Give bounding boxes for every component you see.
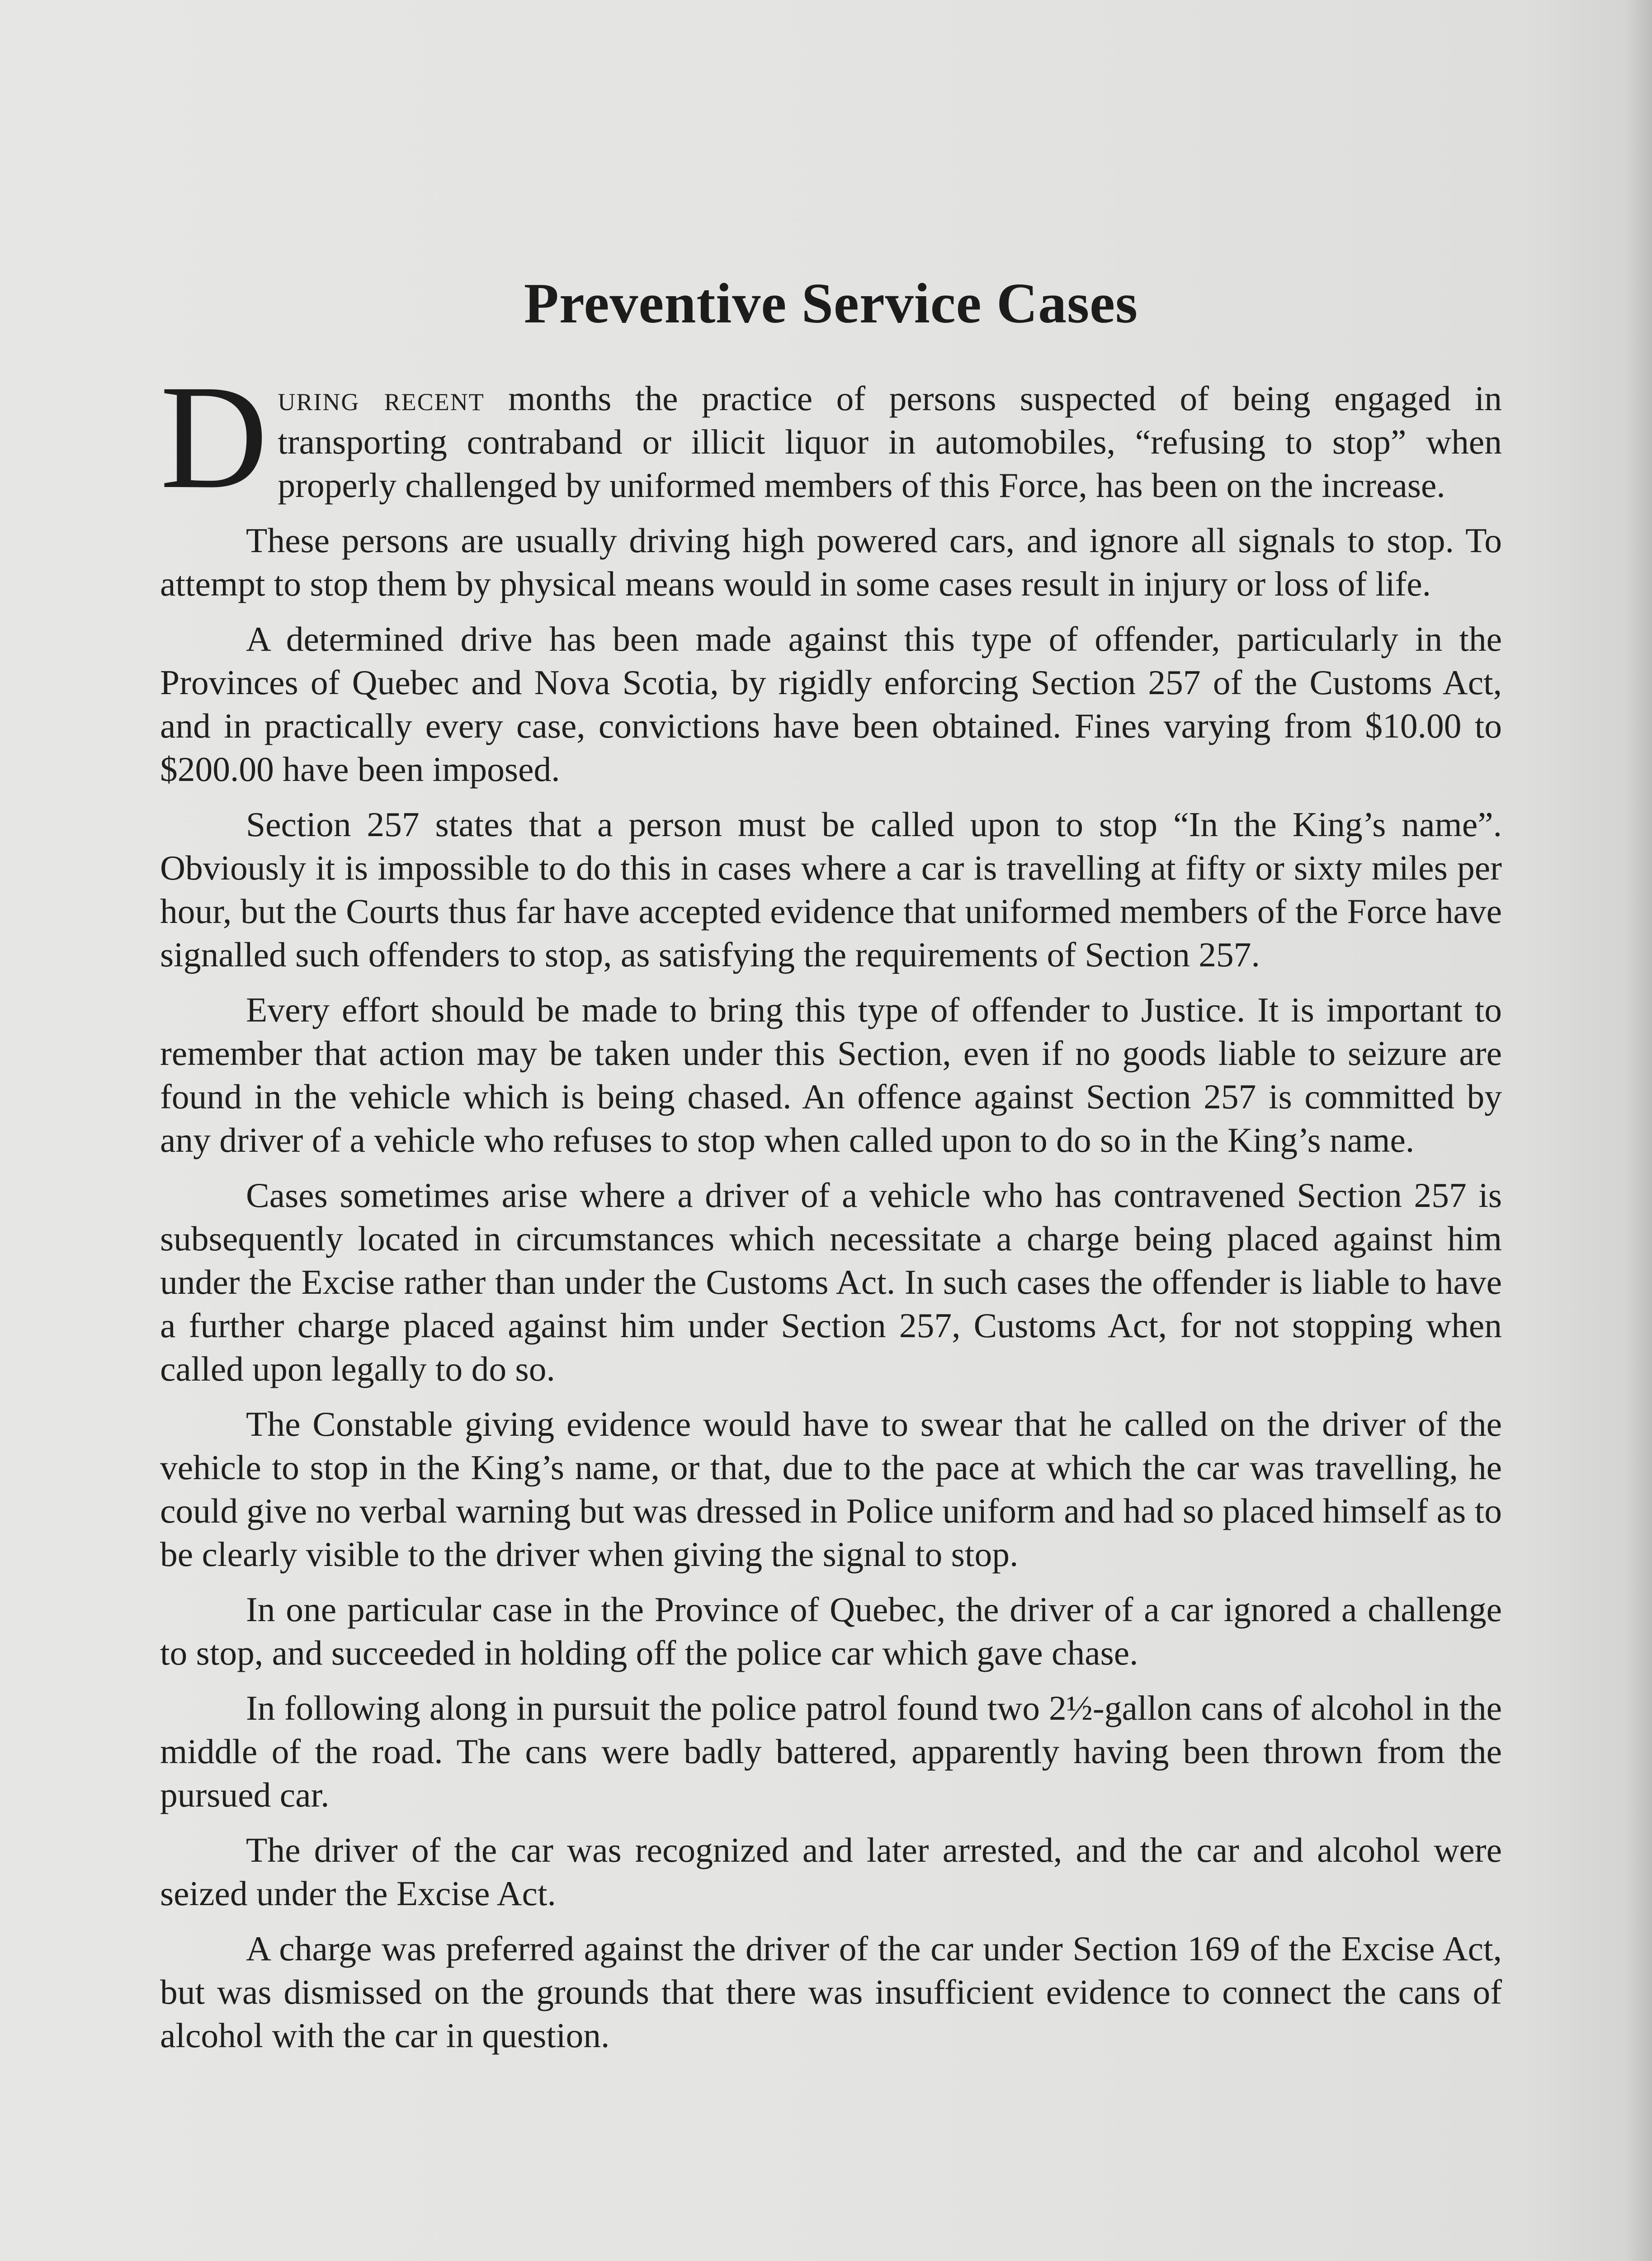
paragraph-7: The Constable giving evidence would have to swear that he called on the driver of the vehicle to stop in the King’s name, or that, due to the pace at which the car was travelling, he could give no verbal warning but was dressed in Police uniform and had so placed himself as to be clearly visible to the driver when giving the signal to stop. [160, 1404, 1502, 1574]
paragraph-5: Every effort should be made to bring this type of offender to Justice. It is important to remember that action may be taken under this Section, even if no goods liable to seizure are found in the vehicle which is being chased. An offence against Section 257 is committed by any driver of a vehicle who refuses to stop when called upon to do so in the King’s name. [160, 990, 1502, 1159]
paragraph-6: Cases sometimes arise where a driver of a vehicle who has contravened Section 257 is subsequently located in circumstances which necessitate a charge being placed against him under the Excise rather than under the Customs Act. In such cases the offender is liable to have a further charge placed against him under Section 257, Customs Act, for not stopping when called upon legally to do so. [160, 1175, 1502, 1388]
paragraph-1-text: months the practice of persons suspected of being engaged in transporting contraband or illicit liquor in automobiles, “refusing to stop” when properly challenged by uniformed members of this Force, has been on the increase. [278, 378, 1502, 505]
paragraph-3: A determined drive has been made against this type of offender, particularly in the Provinces of Quebec and Nova Scotia, by rigidly enforcing Section 257 of the Customs Act, and in practically every case, convictions have been obtained. Fines varying from $10.00 to $200.00 have been imposed. [160, 619, 1502, 789]
lead-in-smallcaps: uring recent [278, 378, 485, 418]
page-edge-shadow [1625, 0, 1652, 2261]
paragraph-9: In following along in pursuit the police patrol found two 2½-gallon cans of alcohol in the middle of the road. The cans were badly battered, apparently having been thrown from the pursued car. [160, 1688, 1502, 1814]
article [160, 271, 1502, 2069]
paragraph-11: A charge was preferred against the driver of the car under Section 169 of the Excise Act, but was dismissed on the grounds that there was insufficient evidence to connect the cans of alcohol with the car in question. [160, 1929, 1502, 2055]
page-title: Preventive Service Cases [524, 272, 1138, 335]
paragraph-8: In one particular case in the Province of Quebec, the driver of a car ignored a challenge to stop, and succeeded in holding off the police car which gave chase. [160, 1589, 1502, 1672]
paragraph-4: Section 257 states that a person must be called upon to stop “In the King’s name”. Obviously it is impossible to do this in cases where a car is travelling at fifty or sixty miles per hour, but the Courts thus far have accepted evidence that uniformed members of the Force have signalled such offenders to stop, as satisfying the requirements of Section 257. [160, 804, 1502, 974]
paragraph-1 [160, 354, 1502, 520]
drop-cap: D [160, 354, 268, 520]
paragraph-2: These persons are usually driving high powered cars, and ignore all signals to stop. To attempt to stop them by physical means would in some cases result in injury or loss of life. [160, 520, 1502, 603]
paragraph-10: The driver of the car was recognized and later arrested, and the car and alcohol were seized under the Excise Act. [160, 1830, 1502, 1913]
